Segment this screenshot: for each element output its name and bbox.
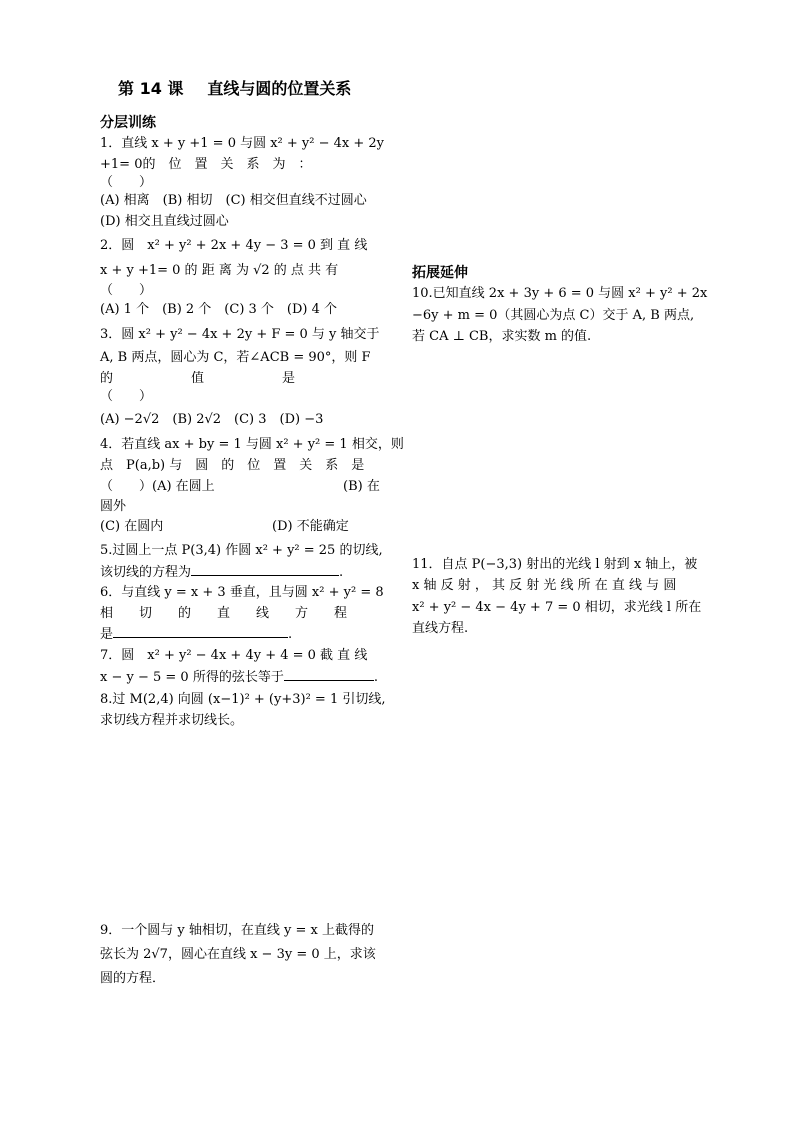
q8-line1: 8.过 M(2,4) 向圆 (x−1)² + (y+3)² = 1 引切线, xyxy=(100,692,386,707)
q10-line3: 若 CA ⊥ CB，求实数 m 的值. xyxy=(412,329,592,344)
q6-period: . xyxy=(288,627,293,642)
section-extension-heading: 拓展延伸 xyxy=(412,265,468,281)
q7-line1: 7．圆 x² + y² − 4x + 4y + 4 = 0 截 直 线 xyxy=(100,648,368,663)
q5-period: . xyxy=(339,565,344,580)
q11-line4: 直线方程. xyxy=(412,621,469,636)
q7-answer-blank[interactable] xyxy=(284,667,374,681)
q4-line1: 4．若直线 ax + by = 1 与圆 x² + y² = 1 相交，则 xyxy=(100,437,404,452)
q4-line5b: (D) 不能确定 xyxy=(272,519,349,534)
q7-period: . xyxy=(373,670,378,685)
q4-line2: 点 P(a,b) 与 圆 的 位 置 关 系 是 xyxy=(100,458,365,473)
q1-line2: +1= 0的 位 置 关 系 为 ： xyxy=(100,157,312,172)
q3-line1: 3．圆 x² + y² − 4x + 2y + F = 0 与 y 轴交于 xyxy=(100,327,380,342)
q6-line2: 相 切 的 直 线 方 程 xyxy=(100,606,348,621)
q7-line2 xyxy=(100,667,378,688)
q5-answer-blank[interactable] xyxy=(191,562,339,576)
q3-line2: A, B 两点，圆心为 C，若∠ACB = 90°，则 F xyxy=(100,350,371,365)
q2-line2: x + y +1= 0 的 距 离 为 √2 的 点 共 有 xyxy=(100,263,339,278)
q10-line2: −6y + m = 0（其圆心为点 C）交于 A, B 两点, xyxy=(412,308,695,323)
q1-line4: (A) 相离 (B) 相切 (C) 相交但直线不过圆心 xyxy=(100,193,367,208)
q11-line1: 11．自点 P(−3,3) 射出的光线 l 射到 x 轴上，被 xyxy=(412,557,698,572)
q3-line3: 的 值 是 xyxy=(100,371,296,386)
q9-line2: 弦长为 2√7，圆心在直线 x − 3y = 0 上，求该 xyxy=(100,947,376,962)
q11-line3: x² + y² − 4x − 4y + 7 = 0 相切，求光线 l 所在 xyxy=(412,600,702,615)
q4-line5a: (C) 在圆内 xyxy=(100,519,164,534)
q5-prompt: 该切线的方程为 xyxy=(100,565,192,580)
q4-line3a: （ ）(A) 在圆上 xyxy=(100,479,215,494)
q1-line5: (D) 相交且直线过圆心 xyxy=(100,214,229,229)
q2-line3: （ ） xyxy=(100,283,153,298)
q11-line2: x 轴 反 射 ， 其 反 射 光 线 所 在 直 线 与 圆 xyxy=(412,578,677,593)
q10-line1: 10.已知直线 2x + 3y + 6 = 0 与圆 x² + y² + 2x xyxy=(412,286,708,301)
lesson-title xyxy=(118,76,351,99)
section-basic-heading: 分层训练 xyxy=(100,115,156,131)
lesson-number: 第 14 课 xyxy=(118,79,184,98)
q7-prompt: x − y − 5 = 0 所得的弦长等于 xyxy=(100,670,284,685)
q4-line4: 圆外 xyxy=(100,499,127,514)
q3-line4: （ ） xyxy=(100,389,153,404)
q5-line1: 5.过圆上一点 P(3,4) 作圆 x² + y² = 25 的切线, xyxy=(100,543,383,558)
q6-prompt: 是 xyxy=(100,627,114,642)
q3-line5: (A) −2√2 (B) 2√2 (C) 3 (D) −3 xyxy=(100,412,324,427)
lesson-topic: 直线与圆的位置关系 xyxy=(207,79,352,98)
q4-line3b: (B) 在 xyxy=(343,479,380,494)
q9-line1: 9．一个圆与 y 轴相切，在直线 y = x 上截得的 xyxy=(100,923,374,938)
q1-line1: 1．直线 x + y +1 = 0 与圆 x² + y² − 4x + 2y xyxy=(100,136,385,151)
q8-line2: 求切线方程并求切线长。 xyxy=(100,713,244,728)
q6-line3 xyxy=(100,624,292,645)
q6-line1: 6．与直线 y = x + 3 垂直，且与圆 x² + y² = 8 xyxy=(100,585,384,600)
q2-line1: 2．圆 x² + y² + 2x + 4y − 3 = 0 到 直 线 xyxy=(100,238,368,253)
q9-line3: 圆的方程． xyxy=(100,971,166,986)
q2-line4: (A) 1 个 (B) 2 个 (C) 3 个 (D) 4 个 xyxy=(100,302,338,317)
q1-line3: （ ） xyxy=(100,175,153,190)
q6-answer-blank[interactable] xyxy=(113,624,288,638)
q5-line2 xyxy=(100,562,343,583)
